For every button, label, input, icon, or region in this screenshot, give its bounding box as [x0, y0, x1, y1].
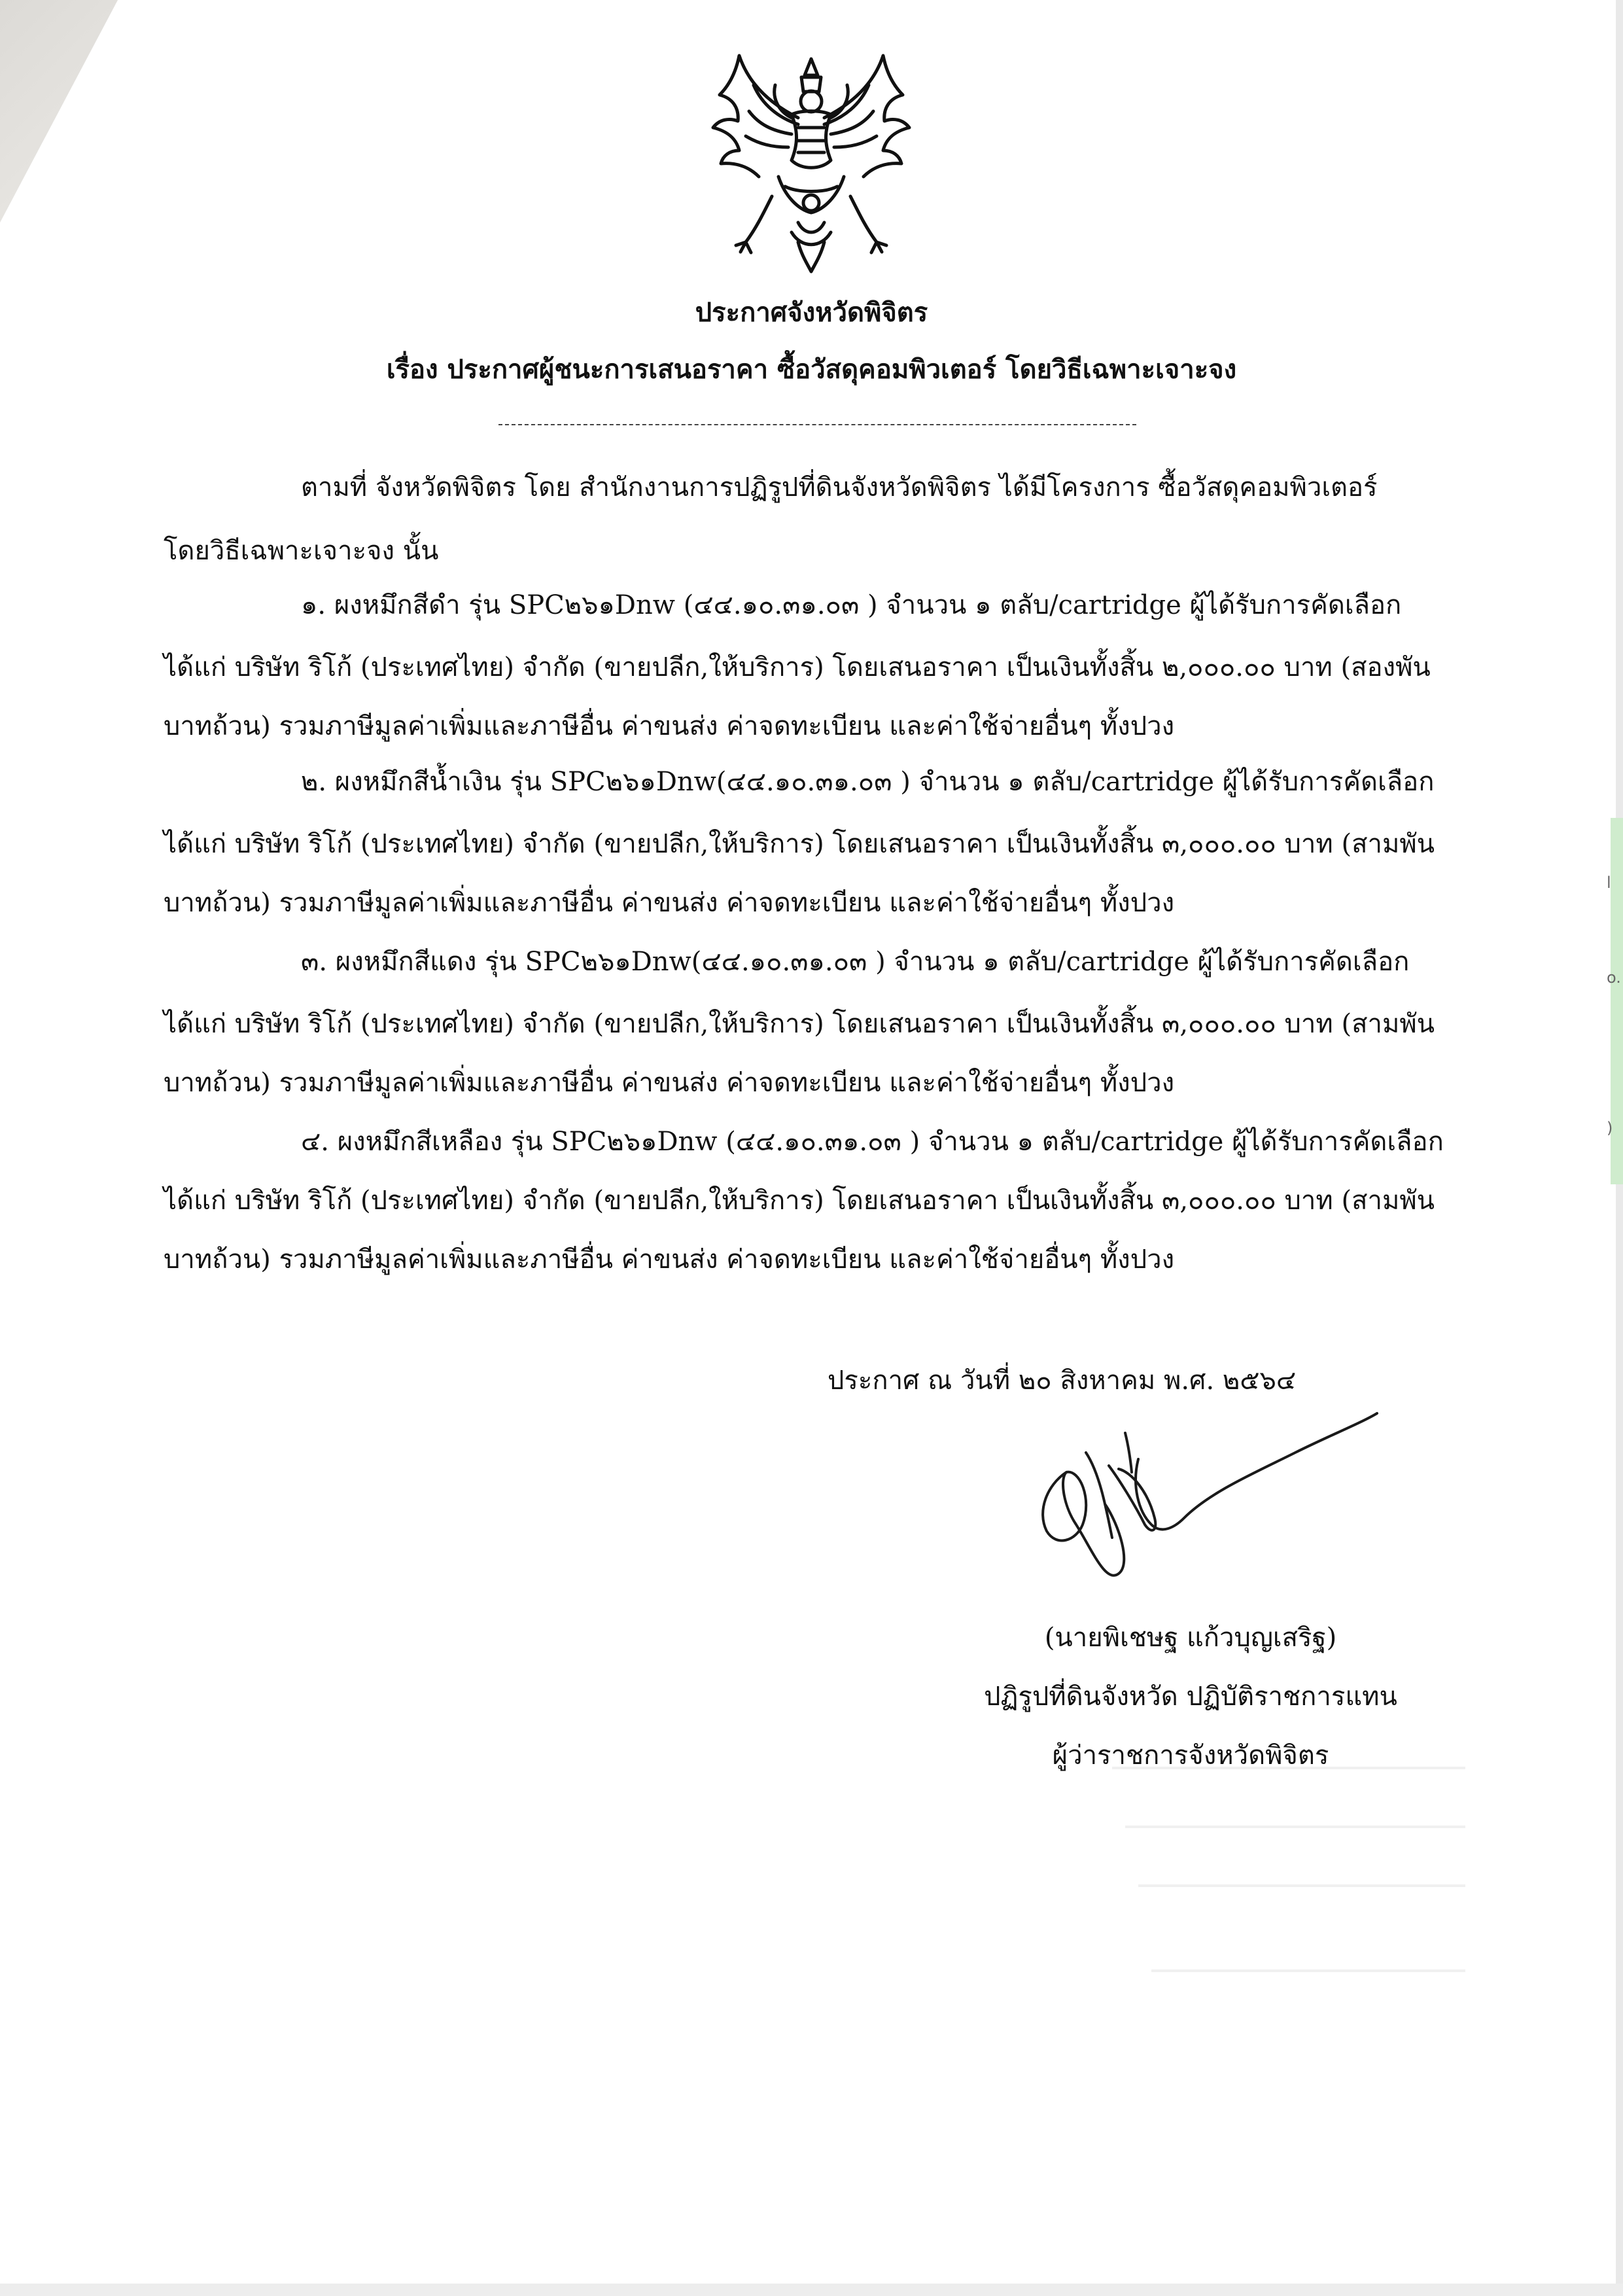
edge-mark: ) [1607, 1119, 1613, 1137]
garuda-emblem-icon [700, 46, 922, 281]
bleed-through [1138, 1884, 1465, 1887]
item-1-line-1: ๑. ผงหมึกสีดำ รุ่น SPC๒๖๑Dnw (๔๔.๑๐.๓๑.๐๓ ) จำนวน ๑ ตลับ/cartridge ผู้ได้รับการคัดเลือก [301, 590, 1402, 620]
item-4-line-3: บาทถ้วน) รวมภาษีมูลค่าเพิ่มและภาษีอื่น ค่าขนส่ง ค่าจดทะเบียน และค่าใช้จ่ายอื่นๆ ทั้งปวง [164, 1245, 1175, 1275]
item-3-line-3: บาทถ้วน) รวมภาษีมูลค่าเพิ่มและภาษีอื่น ค่าขนส่ง ค่าจดทะเบียน และค่าใช้จ่ายอื่นๆ ทั้งปวง [164, 1068, 1175, 1098]
item-3-line-1: ๓. ผงหมึกสีแดง รุ่น SPC๒๖๑Dnw(๔๔.๑๐.๓๑.๐๓ ) จำนวน ๑ ตลับ/cartridge ผู้ได้รับการคัดเลือก [301, 947, 1410, 977]
document-title: ประกาศจังหวัดพิจิตร [695, 297, 928, 328]
signatory-name: (นายพิเชษฐ แก้วบุญเสริฐ) [1044, 1623, 1337, 1653]
item-2-line-2: ได้แก่ บริษัท ริโก้ (ประเทศไทย) จำกัด (ขายปลีก,ให้บริการ) โดยเสนอราคา เป็นเงินทั้งสิ้น ๓,๐๐๐.๐๐ บาท (สามพัน [164, 829, 1435, 859]
item-4-line-1: ๔. ผงหมึกสีเหลือง รุ่น SPC๒๖๑Dnw (๔๔.๑๐.๓๑.๐๓ ) จำนวน ๑ ตลับ/cartridge ผู้ได้รับการคัดเลือก [301, 1127, 1444, 1157]
bleed-through [1151, 1969, 1465, 1972]
item-1-line-2: ได้แก่ บริษัท ริโก้ (ประเทศไทย) จำกัด (ขายปลีก,ให้บริการ) โดยเสนอราคา เป็นเงินทั้งสิ้น ๒,๐๐๐.๐๐ บาท (สองพัน [164, 652, 1431, 682]
item-1-line-3: บาทถ้วน) รวมภาษีมูลค่าเพิ่มและภาษีอื่น ค่าขนส่ง ค่าจดทะเบียน และค่าใช้จ่ายอื่นๆ ทั้งปวง [164, 711, 1175, 741]
item-2-line-1: ๒. ผงหมึกสีน้ำเงิน รุ่น SPC๒๖๑Dnw(๔๔.๑๐.๓๑.๐๓ ) จำนวน ๑ ตลับ/cartridge ผู้ได้รับการคัดเลือก [301, 767, 1435, 797]
edge-mark: o. [1607, 968, 1621, 987]
item-3-line-2: ได้แก่ บริษัท ริโก้ (ประเทศไทย) จำกัด (ขายปลีก,ให้บริการ) โดยเสนอราคา เป็นเงินทั้งสิ้น ๓,๐๐๐.๐๐ บาท (สามพัน [164, 1009, 1435, 1039]
item-4-line-2: ได้แก่ บริษัท ริโก้ (ประเทศไทย) จำกัด (ขายปลีก,ให้บริการ) โดยเสนอราคา เป็นเงินทั้งสิ้น ๓,๐๐๐.๐๐ บาท (สามพัน [164, 1186, 1435, 1216]
signatory-position-2: ผู้ว่าราชการจังหวัดพิจิตร [1052, 1740, 1329, 1771]
announcement-date: ประกาศ ณ วันที่ ๒๐ สิงหาคม พ.ศ. ๒๕๖๔ [828, 1366, 1297, 1396]
bleed-through [1125, 1826, 1465, 1828]
edge-mark: l [1607, 874, 1611, 892]
intro-line: โดยวิธีเฉพาะเจาะจง นั้น [164, 536, 439, 566]
signatory-position: ปฏิรูปที่ดินจังหวัด ปฏิบัติราชการแทน [984, 1682, 1397, 1712]
document-subject: เรื่อง ประกาศผู้ชนะการเสนอราคา ซื้อวัสดุคอมพิวเตอร์ โดยวิธีเฉพาะเจาะจง [386, 354, 1237, 385]
scan-bottom-edge [0, 2284, 1623, 2296]
handwritten-signature [1021, 1407, 1387, 1597]
intro-line: ตามที่ จังหวัดพิจิตร โดย สำนักงานการปฏิรูปที่ดินจังหวัดพิจิตร ได้มีโครงการ ซื้อวัสดุคอมพิวเตอร์ [301, 472, 1378, 503]
divider-dashed [498, 424, 1136, 425]
item-2-line-3: บาทถ้วน) รวมภาษีมูลค่าเพิ่มและภาษีอื่น ค่าขนส่ง ค่าจดทะเบียน และค่าใช้จ่ายอื่นๆ ทั้งปวง [164, 888, 1175, 918]
